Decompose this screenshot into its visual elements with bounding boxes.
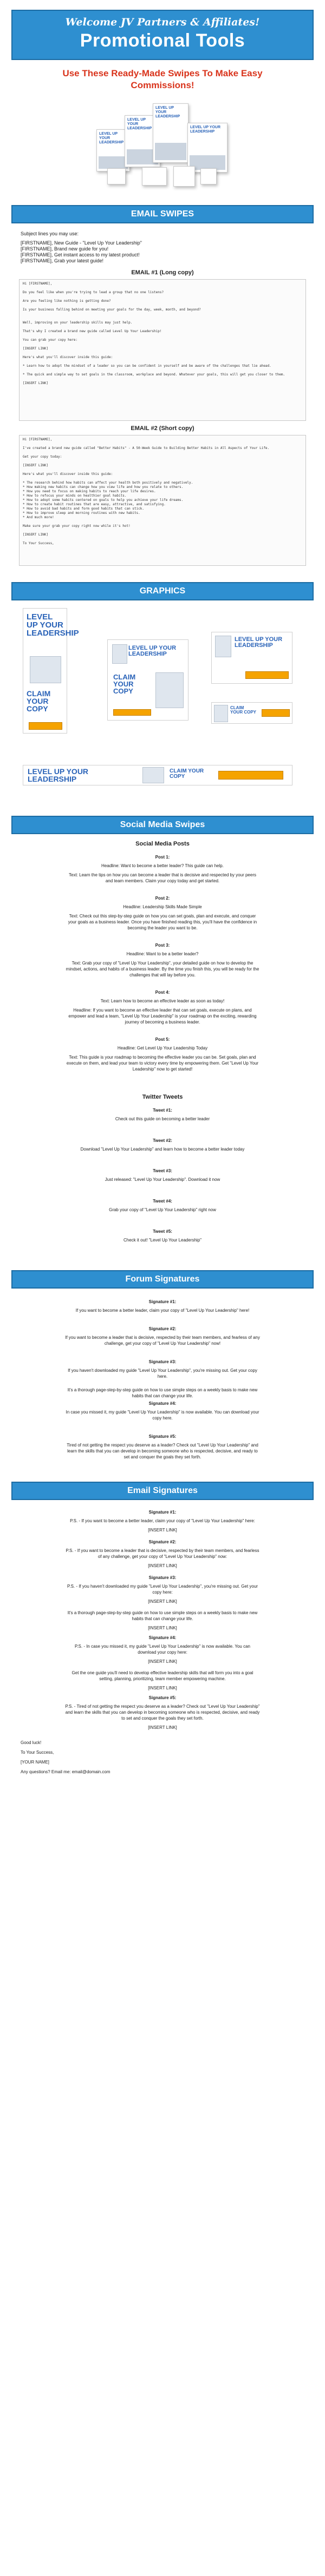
tweet bbox=[0, 1138, 325, 1152]
tweet-text: Download "Level Up Your Leadership" and learn how to become a better leader today bbox=[80, 1147, 245, 1152]
signature-text: Get the one guide you'll need to develop effective leadership skills that will form you into a goal setting, planning, prioritizing, team member empowering machine. bbox=[72, 1670, 253, 1681]
email-signature bbox=[0, 1635, 325, 1691]
mockup-book-title: LEVEL UP YOUR LEADERSHIP bbox=[99, 132, 124, 144]
signature-text: If you want to become a leader that is decisive, respected by their team members, and fearless of any challenge, get your copy of "Level Up Your Leadership" now! bbox=[65, 1335, 260, 1346]
signature-label: Signature #1: bbox=[148, 1510, 177, 1515]
signature-text: It's a thorough page-step-by-step guide on how to use simple steps on a weekly basis to make new habits that can change your life. bbox=[67, 1610, 258, 1621]
email-signature bbox=[0, 1575, 325, 1631]
signature-label: Signature #3: bbox=[148, 1359, 177, 1364]
subject-line: [FIRSTNAME], New Guide - "Level Up Your Leadership" bbox=[21, 240, 142, 246]
post-headline: Headline: Want to become a better leader? This guide can help. bbox=[101, 863, 224, 868]
ad-cta-button[interactable] bbox=[218, 771, 283, 780]
social-post bbox=[0, 943, 325, 978]
ad-headline: LEVEL UP YOUR LEADERSHIP bbox=[128, 645, 177, 657]
ad-product-image bbox=[155, 672, 184, 708]
signature-text: P.S. - If you want to become a leader that is decisive, respected by their team members, and fearless of any challenge, get your copy of "Level Up Your Leadership" now: bbox=[66, 1548, 259, 1559]
ad-product-image bbox=[214, 705, 228, 722]
ad-cta-text: CLAIM YOUR COPY bbox=[113, 673, 136, 695]
signature-label: Signature #5: bbox=[148, 1434, 177, 1439]
tweet-label: Tweet #1: bbox=[153, 1108, 172, 1113]
ad-product-image bbox=[215, 636, 231, 657]
social-post bbox=[0, 1037, 325, 1072]
ad-product-image bbox=[112, 644, 127, 664]
signature-link: [INSERT LINK] bbox=[148, 1659, 177, 1664]
product-mockup-image bbox=[92, 99, 233, 191]
post-label: Post 5: bbox=[155, 1037, 170, 1042]
email-signatures-banner: Email Signatures bbox=[11, 1482, 314, 1500]
email-signature bbox=[0, 1540, 325, 1569]
tweet bbox=[0, 1199, 325, 1213]
ad-cta-text: CLAIM YOUR COPY bbox=[170, 768, 204, 780]
subject-lines bbox=[21, 231, 325, 264]
signature-text: If you haven't downloaded my guide "Level Up Your Leadership", you're missing out. Get your copy here. bbox=[68, 1368, 257, 1379]
signature-text: P.S. - If you want to become a better leader, claim your copy of "Level Up Your Leadership" here: bbox=[70, 1518, 255, 1523]
email-2-textarea[interactable]: Hi [FIRSTNAME], I've created a brand new guide called "Better Habits" - A 50-Week Guide to Building Better Habits in All Aspects of Your Life. Get your copy today: [INSERT LINK] Here's what you'll discover inside this guide: * The research behind how habits can affect your health both positively and negatively. * How making new habits can change how you view life and how you relate to others. * How you need to focus on making habits to reach your life desires. * How to refocus your minds on healthier goal habits. * How to adopt some habits centered on goals to help you achieve your life dreams. * How to create habit routines that are easy, attractive, and satisfying. * How to avoid bad habits and form good habits that can stick. * How to improve sleep and morning routines with new habits. * And much more! Make sure your grab your copy right now while it's hot! [INSERT LINK] To Your Success, bbox=[19, 435, 306, 566]
ad-cta-text: CLAIM YOUR COPY bbox=[230, 705, 257, 715]
signature-text: P.S. - In case you missed it, my guide "Level Up Your Leadership" is now available. You can download your copy here: bbox=[75, 1644, 250, 1655]
mockup-phone bbox=[200, 168, 217, 184]
post-headline: Headline: Want to be a better leader? bbox=[126, 952, 199, 956]
post-label: Post 3: bbox=[155, 943, 170, 948]
post-text: Text: This guide is your roadmap to becoming the effective leader you can be. Set goals, plan and execute on them, and lead your team to victory every time by empowering them. Get "Level Up Your Leadership" now to get started! bbox=[66, 1055, 259, 1072]
mockup-book-title: LEVEL UP YOUR LEADERSHIP bbox=[127, 118, 152, 130]
ad-headline: LEVEL UP YOUR LEADERSHIP bbox=[28, 767, 89, 783]
tweet-text: Grab your copy of "Level Up Your Leadership" right now bbox=[109, 1207, 216, 1212]
signature-text: If you want to become a better leader, claim your copy of "Level Up Your Leadership" here! bbox=[75, 1308, 250, 1313]
signature-label: Signature #4: bbox=[148, 1635, 177, 1640]
tagline: Use These Ready-Made Swipes To Make Easy Commissions! bbox=[62, 68, 263, 90]
social-posts-title: Social Media Posts bbox=[135, 841, 190, 847]
forum-signature bbox=[0, 1434, 325, 1460]
hero-title: Promotional Tools bbox=[80, 30, 245, 51]
tweet bbox=[0, 1168, 325, 1183]
post-headline: Headline: Get Level Up Your Leadership Today bbox=[117, 1046, 208, 1051]
hero-banner bbox=[11, 10, 314, 60]
closing-line: [YOUR NAME] bbox=[21, 1760, 49, 1765]
signature-label: Signature #1: bbox=[148, 1299, 177, 1304]
ad-banner-skyscraper[interactable] bbox=[23, 608, 79, 734]
social-post bbox=[0, 855, 325, 884]
signature-link: [INSERT LINK] bbox=[148, 1626, 177, 1630]
mockup-laptop-title: LEVEL UP YOUR LEADERSHIP bbox=[190, 126, 221, 134]
mockup-cd bbox=[173, 166, 195, 187]
subject-line: [FIRSTNAME], Get instant access to my latest product! bbox=[21, 252, 140, 257]
subject-line: [FIRSTNAME], Grab your latest guide! bbox=[21, 258, 104, 263]
subject-line: [FIRSTNAME], Brand new guide for you! bbox=[21, 246, 109, 252]
forum-signatures-banner: Forum Signatures bbox=[11, 1270, 314, 1289]
leaderboard-row bbox=[0, 763, 325, 789]
post-text: Text: Learn the tips on how you can become a leader that is decisive and respected by your peers and team members. Claim your copy today and get started. bbox=[69, 873, 256, 883]
post-text: Text: Grab your copy of "Level Up Your Leadership", your detailed guide on how to develop the mindset, actions, and habits of a business leader. By the time you finish this, you will be ready for the challenges that will lay before you. bbox=[66, 961, 259, 977]
contact-email[interactable]: Any questions? Email me: email@domain.com bbox=[21, 1769, 110, 1774]
closing-line: Good luck! bbox=[21, 1740, 42, 1745]
email-signature bbox=[0, 1695, 325, 1730]
post-text: Text: Check out this step-by-step guide on how you can set goals, plan and execute, and conquer your goals as a business leader. Once you have finished reading this, you'll have the confidence in becoming the leader you want to be. bbox=[68, 914, 257, 930]
mockup-laptop bbox=[187, 123, 227, 173]
graphics-banner: GRAPHICS bbox=[11, 582, 314, 600]
ad-headline: LEVEL UP YOUR LEADERSHIP bbox=[235, 636, 283, 649]
ad-cta-text: CLAIM YOUR COPY bbox=[27, 689, 51, 713]
signature-text: P.S. - If you haven't downloaded my guide "Level Up Your Leadership", you're missing out. Get your copy here: bbox=[67, 1584, 258, 1595]
social-post bbox=[0, 896, 325, 931]
signature-text: It's a thorough page-step-by-step guide on how to use simple steps on a weekly basis to make new habits that can change your life. bbox=[67, 1388, 258, 1398]
ad-banner-square[interactable] bbox=[107, 639, 188, 721]
signature-label: Signature #4: bbox=[148, 1401, 177, 1406]
ad-banner-small[interactable] bbox=[211, 702, 292, 724]
tweet-text: Check out this guide on becoming a better leader bbox=[115, 1117, 210, 1121]
forum-signature bbox=[0, 1359, 325, 1399]
ad-banner-rectangle[interactable] bbox=[211, 632, 292, 684]
signature-label: Signature #2: bbox=[148, 1326, 177, 1331]
email-1-title: EMAIL #1 (Long copy) bbox=[131, 269, 194, 276]
tweets-title: Twitter Tweets bbox=[142, 1094, 183, 1100]
signature-text: P.S. - Tired of not getting the respect you deserve as a leader? Check out "Level Up Your Leadership" and learn the skills that you can develop in becoming someone who is respected, decisive, and ready to set and conquer the goals they set forth. bbox=[65, 1704, 260, 1721]
ad-cta-button[interactable] bbox=[29, 722, 62, 730]
ad-cta-button[interactable] bbox=[262, 709, 290, 717]
forum-signature bbox=[0, 1401, 325, 1421]
post-headline: Headline: Leadership Skills Made Simple bbox=[123, 904, 202, 909]
post-label: Post 2: bbox=[155, 896, 170, 901]
tweet-label: Tweet #3: bbox=[153, 1168, 172, 1173]
tweet-text: Check it out! "Level Up Your Leadership" bbox=[123, 1238, 202, 1243]
tweet-text: Just released: "Level Up Your Leadership". Download it now bbox=[105, 1177, 220, 1182]
ad-cta-button[interactable] bbox=[113, 709, 151, 716]
promo-page bbox=[0, 10, 325, 1788]
tweet bbox=[0, 1229, 325, 1243]
mockup-tablet bbox=[142, 167, 167, 186]
signature-link: [INSERT LINK] bbox=[148, 1563, 177, 1568]
ad-headline: LEVEL UP YOUR LEADERSHIP bbox=[27, 612, 79, 638]
ad-product-image bbox=[30, 656, 61, 683]
signature-link: [INSERT LINK] bbox=[148, 1686, 177, 1690]
subject-line: Subject lines you may use: bbox=[21, 231, 79, 236]
mockup-cd bbox=[107, 168, 126, 184]
ad-product-image bbox=[142, 767, 164, 783]
ad-cta-button[interactable] bbox=[245, 671, 289, 679]
post-label: Post 1: bbox=[155, 855, 170, 860]
signature-text: In case you missed it, my guide "Level Up Your Leadership" is now available. You can download your copy here. bbox=[66, 1410, 259, 1421]
social-media-banner: Social Media Swipes bbox=[11, 816, 314, 834]
signature-link: [INSERT LINK] bbox=[148, 1599, 177, 1604]
email-signature bbox=[0, 1510, 325, 1533]
hero-subtitle: Welcome JV Partners & Affiliates! bbox=[65, 16, 260, 28]
closing-line: To Your Success, bbox=[21, 1750, 54, 1755]
email-1-textarea[interactable]: Hi [FIRSTNAME], Do you feel like when you're trying to lead a group that no one listens? Are you feeling like nothing is getting done? Is your business falling behind on meeting your goals for the day, week, month, and beyond? Well, improving on your leadership skills may just help. That's why I created a brand new guide called Level Up Your Leadership! You can grab your copy here: [INSERT LINK] Here's what you'll discover inside this guide: * Learn how to adopt the mindset of a leader so you can be confident in yourself and be aware of the challenges that lie ahead. * The quick and simple way to set goals in the classroom, workplace and beyond. Whatever your goals, this will get you closer to them. [INSERT LINK] bbox=[19, 279, 306, 421]
tweet bbox=[0, 1108, 325, 1122]
mockup-box bbox=[153, 103, 188, 163]
forum-signature bbox=[0, 1326, 325, 1346]
tweet-label: Tweet #5: bbox=[153, 1229, 172, 1234]
signature-label: Signature #5: bbox=[148, 1695, 177, 1700]
signature-label: Signature #2: bbox=[148, 1540, 177, 1544]
signature-link: [INSERT LINK] bbox=[148, 1725, 177, 1730]
signature-link: [INSERT LINK] bbox=[148, 1528, 177, 1533]
social-post bbox=[0, 990, 325, 1025]
email-swipes-banner: EMAIL SWIPES bbox=[11, 205, 314, 223]
closing bbox=[21, 1738, 325, 1777]
mockup-box-title: LEVEL UP YOUR LEADERSHIP bbox=[155, 106, 180, 118]
email-2-title: EMAIL #2 (Short copy) bbox=[131, 425, 194, 432]
signature-label: Signature #3: bbox=[148, 1575, 177, 1580]
post-text: Text: Learn how to become an effective leader as soon as today! bbox=[100, 999, 225, 1003]
tweet-label: Tweet #2: bbox=[153, 1138, 172, 1143]
signature-text: Tired of not getting the respect you deserve as a leader? Check out "Level Up Your Leadership" and learn the skills that you can develop in becoming someone who is respected, decisive, and ready to set and conquer the goals they set forth. bbox=[67, 1443, 258, 1459]
forum-signature bbox=[0, 1299, 325, 1313]
post-label: Post 4: bbox=[155, 990, 170, 995]
post-headline: Headline: If you want to become an effective leader that can set goals, execute on plans, and empower and lead a team, "Level Up Your Leadership" is your roadmap on the exciting, rewarding journey of becoming a business leader. bbox=[68, 1008, 257, 1025]
tweet-label: Tweet #4: bbox=[153, 1199, 172, 1204]
graphics-banners bbox=[0, 600, 325, 763]
ad-banner-leaderboard[interactable] bbox=[23, 765, 292, 785]
